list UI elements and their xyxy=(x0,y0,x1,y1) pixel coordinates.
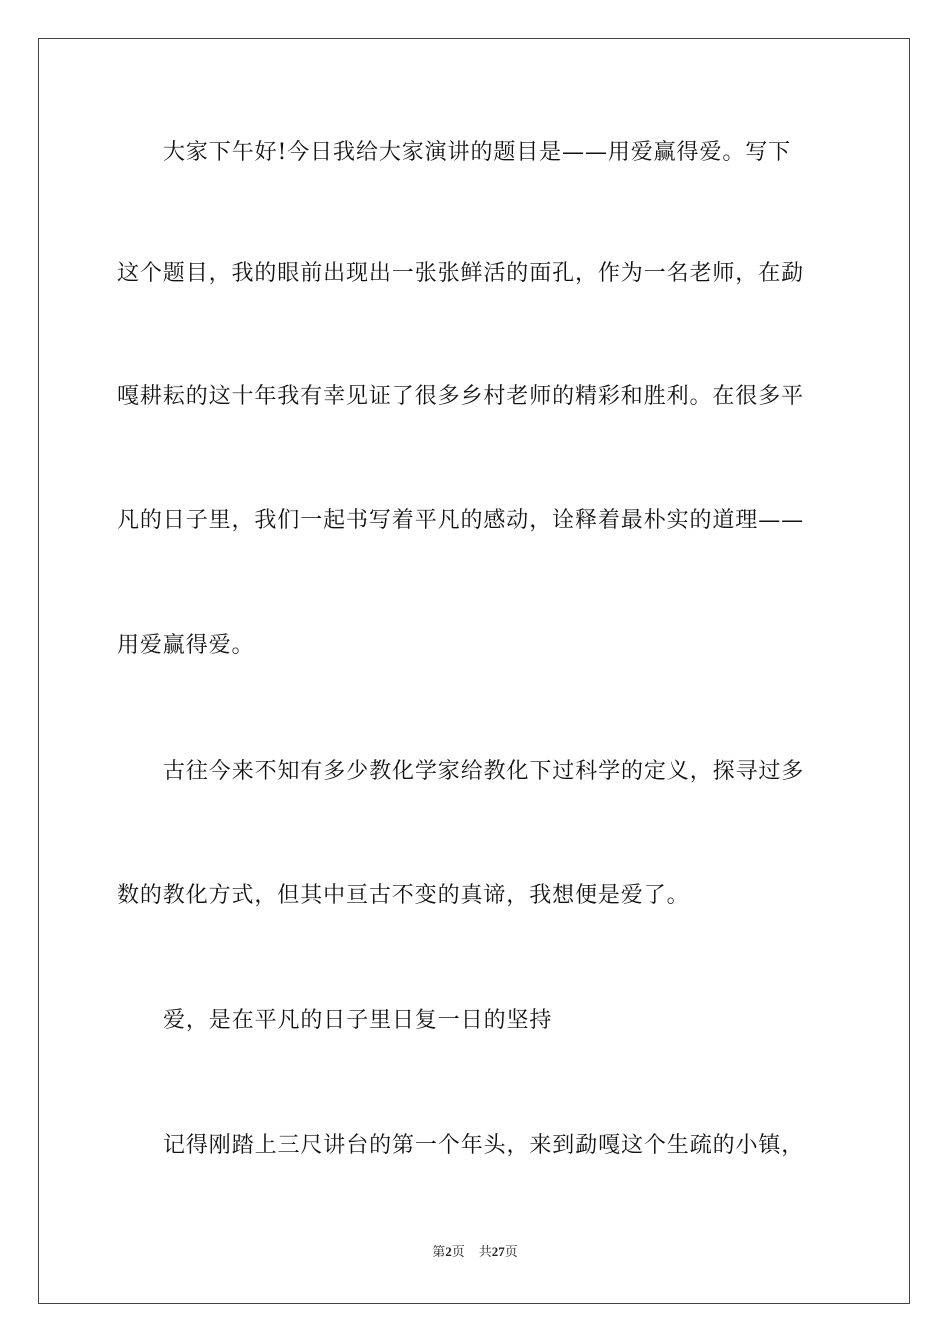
page-footer xyxy=(0,1243,950,1262)
paragraph-3-line-1: 记得刚踏上三尺讲台的第一个年头，来到勐嘎这个生疏的小镇， xyxy=(163,1133,805,1158)
paragraph-1-line-5: 用爱赢得爱。 xyxy=(117,633,255,658)
section-heading: 爱，是在平凡的日子里日复一日的坚持 xyxy=(163,1008,553,1033)
paragraph-1-line-4: 凡的日子里，我们一起书写着平凡的感动，诠释着最朴实的道理—— xyxy=(117,508,805,533)
page-unit: 页 xyxy=(451,1245,465,1260)
paragraph-2-line-1: 古往今来不知有多少教化学家给教化下过科学的定义，探寻过多 xyxy=(163,759,805,784)
paragraph-1-line-2: 这个题目，我的眼前出现出一张张鲜活的面孔，作为一名老师，在勐 xyxy=(117,261,805,286)
paragraph-1-line-3: 嘎耕耘的这十年我有幸见证了很多乡村老师的精彩和胜利。在很多平 xyxy=(117,384,805,409)
total-unit: 页 xyxy=(504,1245,518,1260)
page-border xyxy=(38,38,910,1304)
total-prefix: 共 xyxy=(478,1245,492,1260)
page-number: 2 xyxy=(445,1244,452,1259)
paragraph-2-line-2: 数的教化方式，但其中亘古不变的真谛，我想便是爱了。 xyxy=(117,883,690,908)
paragraph-1-line-1: 大家下午好!今日我给大家演讲的题目是——用爱赢得爱。写下 xyxy=(163,140,792,165)
page-prefix: 第 xyxy=(432,1245,446,1260)
total-pages: 27 xyxy=(491,1244,505,1259)
